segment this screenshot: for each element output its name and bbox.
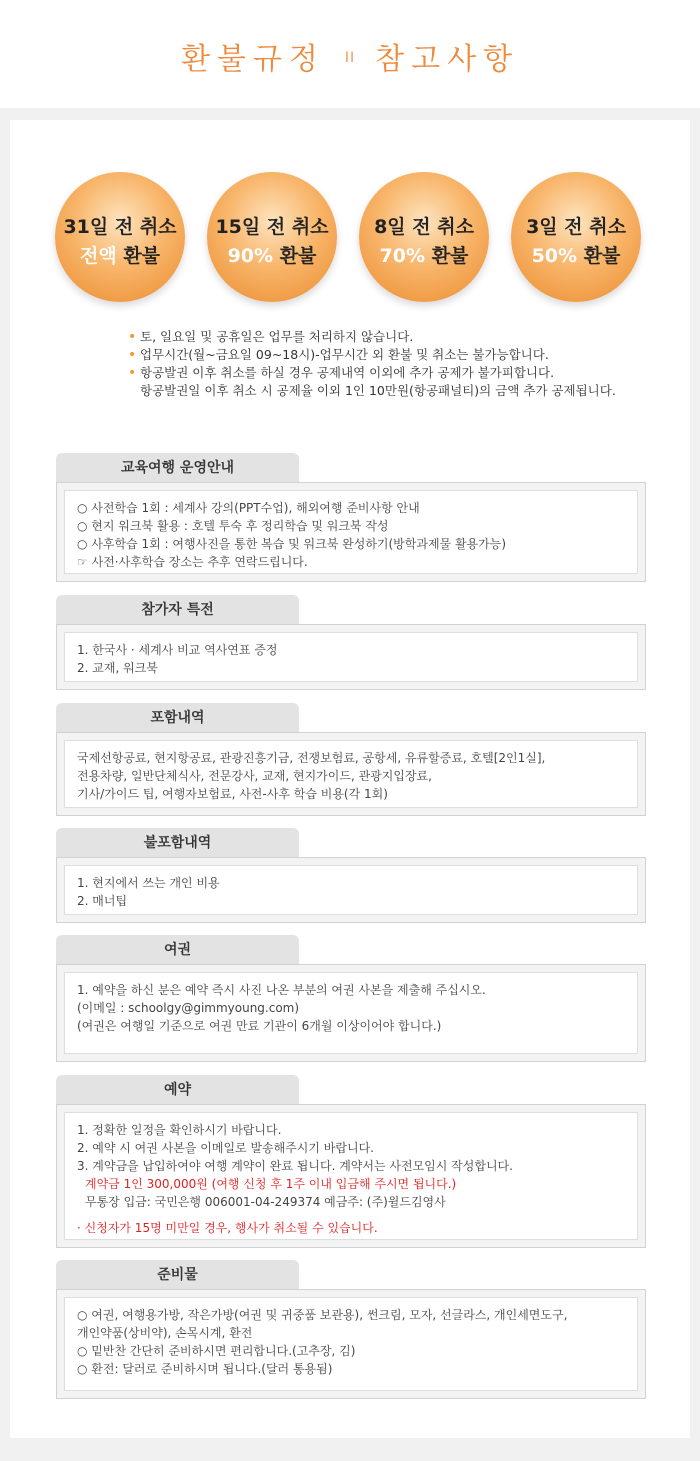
section-body [64,632,638,682]
section-excluded [56,857,646,923]
deposit-notice: 계약금 1인 300,000원 (여행 신청 후 1주 이내 입금해 주시면 됩니다.) [85,1177,457,1191]
section-passport [56,964,646,1062]
refund-circle-3-days [511,172,641,302]
section-line: 1. 현지에서 쓰는 개인 비용 [77,876,220,890]
section-title-preparation: 준비물 [56,1260,299,1290]
bullet-dot-icon: • [128,329,137,345]
section-operation [56,482,646,582]
note-text: 항공발권 이후 취소를 하실 경우 공제내역 이외에 추가 공제가 불가피합니다. [140,365,555,380]
section-body [64,972,638,1054]
refund-circle-percent: 90% [227,245,274,267]
section-body [64,490,638,574]
refund-circle-percent: 전액 [79,245,117,267]
refund-circle-suffix: 환불 [123,245,161,267]
section-line: ○ 사후학습 1회 : 여행사진을 통한 복습 및 워크북 완성하기(방학과제물 활용가능) [77,537,507,551]
section-line: 개인약품(상비약), 손목시계, 환전 [77,1326,253,1340]
section-line: 2. 예약 시 여권 사본을 이메일로 발송해주시기 바랍니다. [77,1141,374,1155]
note-item [128,328,688,346]
section-line: 기사/가이드 팁, 여행자보험료, 사전-사후 학습 비용(각 1회) [77,787,388,801]
section-title-passport: 여권 [56,935,299,965]
section-body [64,865,638,915]
section-line: (여권은 여행일 기준으로 여권 만료 기관이 6개월 이상이어야 합니다.) [77,1019,442,1033]
refund-circle-suffix: 환불 [279,245,317,267]
refund-circle-timing: 3일 전 취소 [526,216,626,238]
section-preparation [56,1289,646,1399]
section-line: 1. 예약을 하신 분은 예약 즉시 사진 나온 부분의 여권 사본을 제출해 주십시오. [77,983,486,997]
section-title-reservation: 예약 [56,1075,299,1105]
section-line: 3. 계약금을 납입하여야 여행 계약이 완료 됩니다. 계약서는 사전모임시 작성합니다. [77,1159,513,1173]
refund-circle-31-days [55,172,185,302]
section-line: ○ 사전학습 1회 : 세계사 강의(PPT수업), 해외여행 준비사항 안내 [77,501,420,515]
section-title-included: 포함내역 [56,703,299,733]
title-reference: 참고사항 [375,42,520,77]
refund-circle-rate [55,241,185,268]
section-body [64,1112,638,1240]
bullet-dot-icon: • [128,347,137,363]
section-line: 전용차량, 일반단체식사, 전문강사, 교재, 현지가이드, 관광지입장료, [77,769,432,783]
refund-circle-rate [511,241,641,268]
refund-circle-rate [207,241,337,268]
section-line: ○ 환전: 달러로 준비하시며 됩니다.(달러 통용됨) [77,1362,333,1376]
title-separator: II [344,49,356,66]
refund-circle-15-days [207,172,337,302]
section-line: 1. 한국사 · 세계사 비교 역사연표 증정 [77,643,278,657]
refund-circle-rate [359,241,489,268]
section-line: 1. 정확한 일정을 확인하시기 바랍니다. [77,1123,282,1137]
email-line[interactable]: (이메일 : schoolgy@gimmyoung.com) [77,1001,300,1015]
refund-circle-timing: 8일 전 취소 [374,216,474,238]
page-header [0,0,700,108]
note-text: 토, 일요일 및 공휴일은 업무를 처리하지 않습니다. [140,329,414,344]
section-line: 국제선항공료, 현지항공료, 관광진흥기금, 전쟁보험료, 공항세, 유류할증료, 호텔[2인1실], [77,751,546,765]
section-line: ○ 현지 워크북 활용 : 호텔 투숙 후 정리학습 및 워크북 작성 [77,519,389,533]
section-line: 2. 교재, 워크북 [77,661,158,675]
refund-circle-timing: 15일 전 취소 [215,216,329,238]
section-line: 2. 매너팁 [77,894,128,908]
refund-circle-percent: 70% [379,245,426,267]
bullet-dot-icon: • [128,365,137,381]
note-item [128,364,688,382]
refund-circle-suffix: 환불 [431,245,469,267]
refund-circle-timing: 31일 전 취소 [63,216,177,238]
title-refund-policy: 환불규정 [180,42,325,77]
refund-notes [128,328,688,400]
section-title-operation: 교육여행 운영안내 [56,453,299,483]
note-item [128,346,688,364]
section-benefits [56,624,646,690]
section-title-benefits: 참가자 특전 [56,595,299,625]
note-continuation: 항공발권일 이후 취소 시 공제율 이외 1인 10만원(항공패널티)의 금액 추가 공제됩니다. [140,383,616,398]
section-body [64,1297,638,1391]
section-title-excluded: 불포함내역 [56,828,299,858]
cancellation-warning: · 신청자가 15명 미만일 경우, 행사가 취소될 수 있습니다. [77,1221,378,1235]
note-text: 업무시간(월~금요일 09~18시)-업무시간 외 환불 및 취소는 불가능합니다. [140,347,549,362]
refund-circle-8-days [359,172,489,302]
refund-circle-suffix: 환불 [583,245,621,267]
section-line: ☞ 사전·사후학습 장소는 추후 연락드립니다. [77,555,308,569]
page-title [0,34,700,78]
refund-circle-percent: 50% [531,245,578,267]
section-line: ○ 여권, 여행용가방, 작은가방(여권 및 귀중품 보관용), 썬크림, 모자, 선글라스, 개인세면도구, [77,1308,568,1322]
section-line: ○ 밑반찬 간단히 준비하시면 편리합니다.(고추장, 김) [77,1344,356,1358]
section-reservation [56,1104,646,1248]
section-body [64,740,638,808]
section-included [56,732,646,816]
bank-account-info: 무통장 입금: 국민은행 006001-04-249374 예금주: (주)윌드김영사 [85,1195,446,1209]
